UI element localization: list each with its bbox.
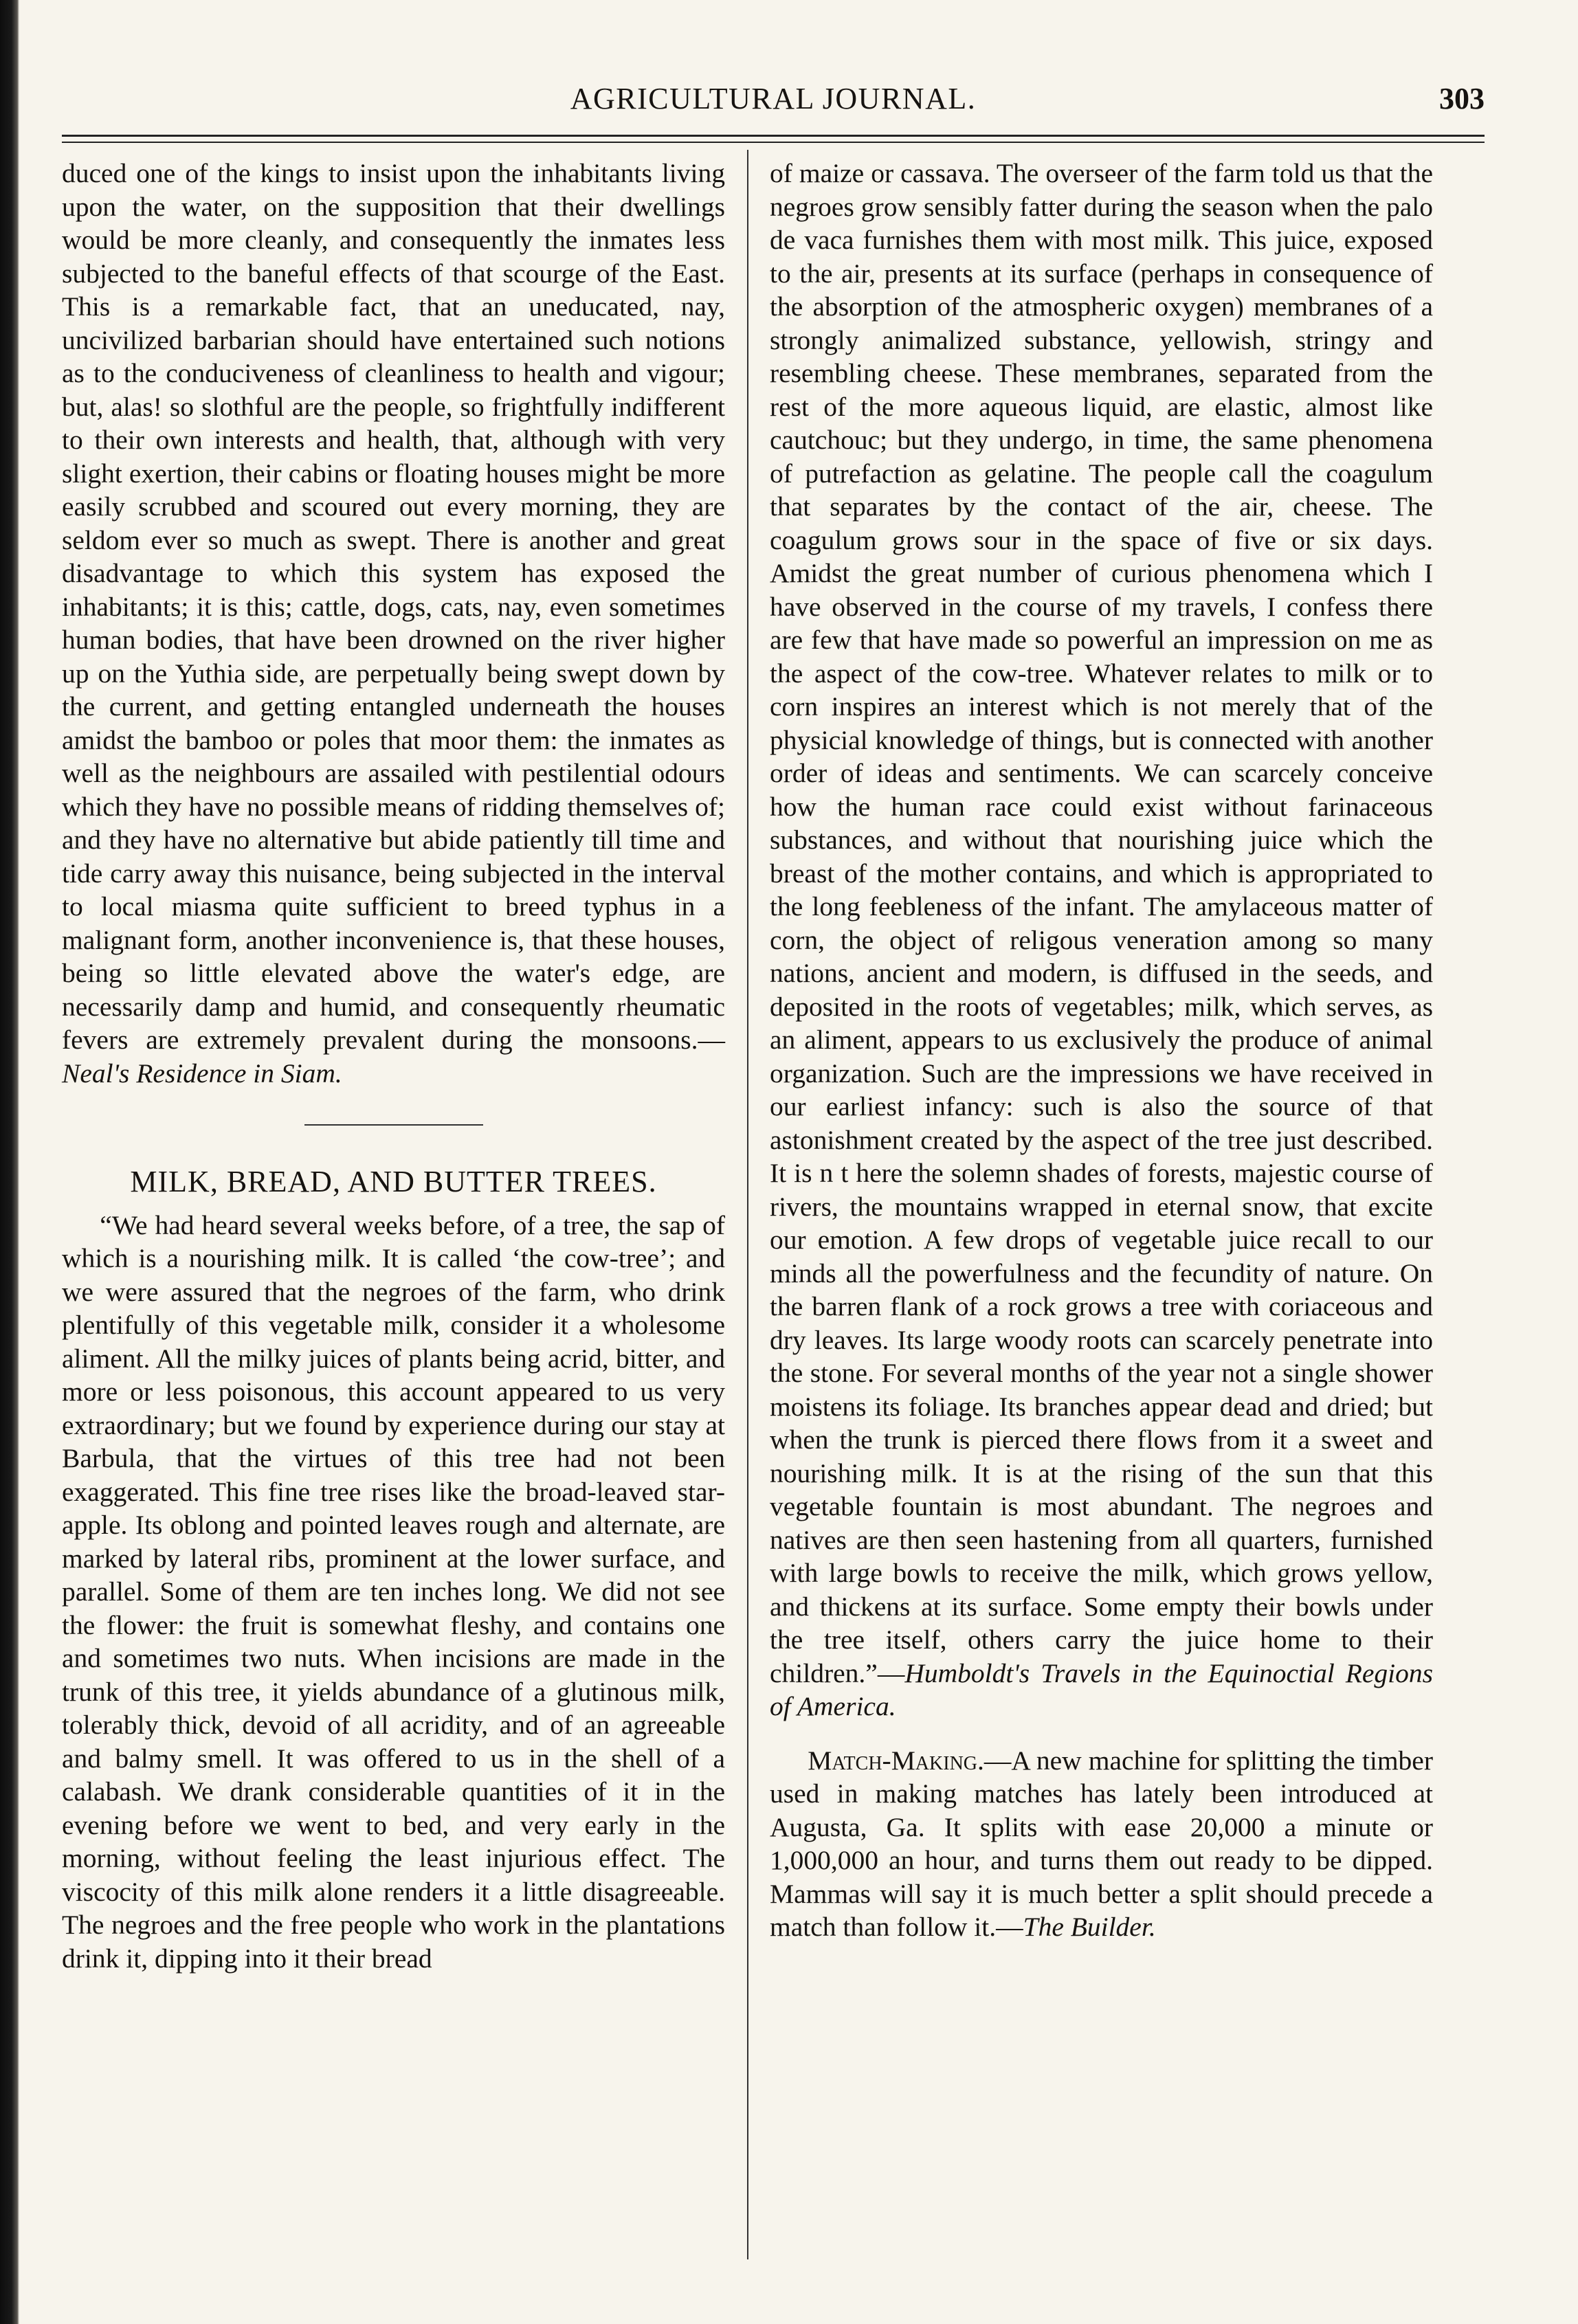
header-rule-thick	[62, 135, 1485, 137]
siam-citation: Neal's Residence in Siam.	[62, 1058, 342, 1088]
running-head	[62, 81, 1485, 122]
section-heading: MILK, BREAD, AND BUTTER TREES.	[130, 1165, 657, 1198]
journal-title: AGRICULTURAL JOURNAL.	[570, 82, 977, 115]
header-rule-thin	[62, 142, 1485, 143]
match-making-lead: Match-Making.	[808, 1745, 984, 1776]
left-column	[62, 157, 725, 1975]
siam-paragraph-text: duced one of the kings to insist upon the inhabitants living upon the water, on the supposition that their dwellings would be more cleanly, and consequently the inmates less subjected to the baneful effects of that scourge of the East. This is a remarkable fact, that an uneducated, nay, uncivilized barbarian should have entertained such notions as to the conduciveness of cleanliness to health and vigour; but, alas! so slothful are the people, so frightfully indifferent to their own interests and health, that, although with very slight exertion, their cabins or floating houses might be more easily scrubbed and scoured out every morning, they are seldom ever so much as swept. There is another and great disadvantage to which this system has exposed the inhabitants; it is this; cattle, dogs, cats, nay, even sometimes human bodies, that have been drowned on the river higher up on the Yuthia side, are perpetually being swept down by the current, and getting entangled underneath the houses amidst the bamboo or poles that moor them: the inmates as well as the neighbours are assailed with pestilential odours which they have no possible means of ridding themselves of; and they have no alternative but abide patiently till time and tide carry away this nuisance, being subjected in the interval to local miasma quite sufficient to breed typhus in a malignant form, another inconvenience is, that these houses, being so little elevated above the water's edge, are necessarily damp and humid, and consequently rheumatic fevers are extremely prevalent during the monsoons.—	[62, 158, 725, 1055]
section-divider	[304, 1124, 483, 1126]
siam-paragraph	[62, 157, 725, 1090]
cow-tree-paragraph-continued	[770, 157, 1433, 1723]
match-making-paragraph	[770, 1744, 1433, 1944]
right-column	[770, 157, 1433, 1944]
page-number: 303	[1439, 82, 1485, 115]
match-making-text: —A new machine for splitting the timber used in making matches has lately been introduced at Augusta, Ga. It splits with ease 20,000 a minute or 1,000,000 an hour, and turns them out ready to be dipped. Mammas will say it is much better a split should precede a match than follow it.—	[770, 1745, 1433, 1942]
book-binding-edge	[0, 0, 19, 2324]
cow-tree-paragraph-start: “We had heard several weeks before, of a tree, the sap of which is a nourishing milk. It is called ‘the cow-tree’; and we were assured that the negroes of the farm, who drink plentifully of this vegetable milk, consider it a wholesome aliment. All the milky juices of plants being acrid, bitter, and more or less poisonous, this account appeared to us very extraordinary; but we found by experience during our stay at Barbula, that the virtues of this tree had not been exaggerated. This fine tree rises like the broad-leaved star-apple. Its oblong and pointed leaves rough and alternate, are marked by lateral ribs, prominent at the lower surface, and parallel. Some of them are ten inches long. We did not see the flower: the fruit is somewhat fleshy, and contains one and sometimes two nuts. When incisions are made in the trunk of this tree, it yields abundance of a glutinous milk, tolerably thick, devoid of all acridity, and of an agreeable and balmy smell. It was offered to us in the shell of a calabash. We drank considerable quantities of it in the evening before we went to bed, and very early in the morning, without feeling the least injurious effect. The viscocity of this milk alone renders it a little disagreeable. The negroes and the free people who work in the plantations drink it, dipping into it their bread	[62, 1209, 725, 1974]
column-divider	[747, 150, 748, 2259]
cow-tree-paragraph-text: of maize or cassava. The overseer of the farm told us that the negroes grow sensibly fatter during the season when the palo de vaca furnishes them with most milk. This juice, exposed to the air, presents at its surface (perhaps in consequence of the absorption of the atmospheric oxygen) membranes of a strongly animalized substance, yellowish, stringy and resembling cheese. These membranes, separated from the rest of the more aqueous liquid, are elastic, almost like cautchouc; but they undergo, in time, the same phenomena of putrefaction as gelatine. The people call the coagulum that separates by the contact of the air, cheese. The coagulum grows sour in the space of five or six days. Amidst the great number of curious phenomena which I have observed in the course of my travels, I confess there are few that have made so powerful an impression on me as the aspect of the cow-tree. Whatever relates to milk or to corn inspires an interest which is not merely that of the physicial knowledge of things, but is connected with another order of ideas and sentiments. We can scarcely conceive how the human race could exist without farinaceous substances, and without that nourishing juice which the breast of the mother contains, and which is appropriated to the long feebleness of the infant. The amylaceous matter of corn, the object of religous veneration among so many nations, ancient and modern, is diffused in the seeds, and deposited in the roots of vegetables; milk, which serves, as an aliment, appears to us exclusively the produce of animal organization. Such are the impressions we have received in our earliest infancy: such is also the source of that astonishment created by the aspect of the tree just described. It is n t here the solemn shades of forests, majestic course of rivers, the mountains wrapped in eternal snow, that excite our emotion. A few drops of vegetable juice recall to our minds all the powerfulness and the fecundity of nature. On the barren flank of a rock grows a tree with coriaceous and dry leaves. Its large woody roots can scarcely penetrate into the stone. For several months of the year not a single shower moistens its foliage. Its branches appear dead and dried; but when the trunk is pierced there flows from it a sweet and nourishing milk. It is at the rising of the sun that this vegetable fountain is most abundant. The negroes and natives are then seen hastening from all quarters, furnished with large bowls to receive the milk, which grows yellow, and thickens at its surface. Some empty their bowls under the tree itself, others carry the juice home to their children.”—	[770, 158, 1433, 1688]
humboldt-citation: Humboldt's Travels in the Equinoctial Regions of America.	[770, 1657, 1433, 1721]
journal-page	[62, 0, 1485, 2324]
builder-citation: The Builder.	[1023, 1912, 1156, 1942]
